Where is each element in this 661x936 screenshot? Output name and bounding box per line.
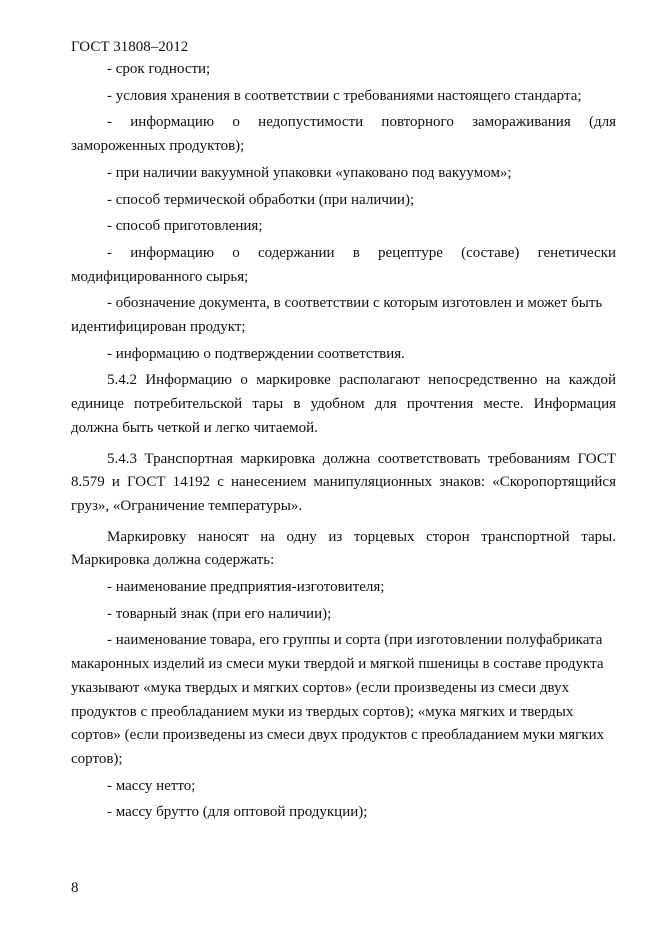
- list-item: - информацию о содержании в рецептуре (составе) генетически модифицированного сырья;: [71, 244, 616, 285]
- paragraph-5-4-3: 5.4.3 Транспортная маркировка должна соответствовать требованиям ГОСТ 8.579 и ГОСТ 14192 с нанесением манипуляционных знаков: «Скоропортящийся груз», «Ограничение температуры».: [71, 450, 616, 514]
- paragraph-5-4-2: 5.4.2 Информацию о маркировке располагают непосредственно на каждой единице потребительской тары в удобном для прочтения месте. Информация должна быть четкой и легко читаемой.: [71, 372, 616, 436]
- paragraph: Маркировку наносят на одну из торцевых сторон транспортной тары. Маркировка должна содержать:: [71, 528, 616, 569]
- list-item: - информацию о подтверждении соответствия.: [107, 345, 405, 362]
- page-number: 8: [71, 880, 79, 896]
- list-item: - срок годности;: [107, 61, 211, 77]
- list-item: - наименование предприятия-изготовителя;: [107, 579, 385, 596]
- page-header: ГОСТ 31808–2012: [71, 39, 189, 55]
- list-item: - информацию о недопустимости повторного замораживания (для замороженных продуктов);: [71, 114, 616, 155]
- list-item: - товарный знак (при его наличии);: [107, 605, 332, 622]
- list-item: - условия хранения в соответствии с требованиями настоящего стандарта;: [107, 87, 582, 104]
- list-item: - наименование товара, его группы и сорта (при изготовлении полуфабриката макаронных изделий из смеси муки твердой и мягкой пшеницы в составе продукта указывают «мука твердых и мягких сортов» (если произведены из смеси двух продуктов с преобладанием муки из твердых сортов); «мука мягких и твердых сортов» (если произведены из смеси двух продуктов с преобладанием муки мягких сортов);: [71, 632, 605, 767]
- list-item: - массу брутто (для оптовой продукции);: [107, 804, 368, 821]
- list-item: - при наличии вакуумной упаковки «упаковано под вакуумом»;: [107, 164, 512, 181]
- list-item: - способ термической обработки (при наличии);: [107, 191, 415, 208]
- list-item: - способ приготовления;: [107, 218, 263, 235]
- list-item: - массу нетто;: [107, 777, 196, 794]
- document-body: [71, 58, 616, 825]
- list-item: - обозначение документа, в соответствии с которым изготовлен и может быть идентифицирован продукт;: [71, 295, 603, 336]
